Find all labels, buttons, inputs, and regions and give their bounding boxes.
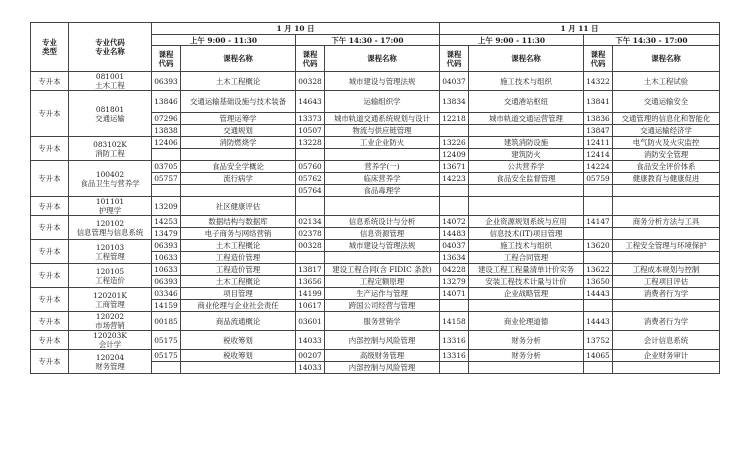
d1-pm-code: 14643 — [296, 91, 325, 113]
d1-pm-name: 食品毒理学 — [325, 185, 440, 197]
major-type: 专升本 — [31, 331, 69, 350]
d1-pm-name — [325, 252, 440, 264]
d2-am-name — [469, 197, 584, 216]
d2-am-name: 公共营养学 — [469, 161, 584, 173]
d2-pm-name: 消费者行为学 — [613, 288, 720, 300]
d1-pm-code: 05760 — [296, 161, 325, 173]
d2-pm-name: 工程安全管理与环境保护 — [613, 240, 720, 252]
d1-am-name: 土木工程概论 — [181, 276, 296, 288]
major-code: 120201K — [93, 290, 127, 300]
d2-am-code — [440, 362, 469, 374]
d1-am-name — [181, 149, 296, 161]
d2-am-code: 14072 — [440, 216, 469, 228]
d2-am-name — [469, 300, 584, 312]
d2-am-name — [469, 125, 584, 137]
table-row — [31, 288, 720, 300]
d2-pm-name — [613, 228, 720, 240]
header-day2-pm: 下午 14:30 - 17:00 — [584, 35, 720, 46]
d1-pm-name: 内部控制与风险管理 — [325, 331, 440, 350]
d1-pm-code: 13656 — [296, 276, 325, 288]
d2-pm-code: 13836 — [584, 113, 613, 125]
d1-am-code — [152, 362, 181, 374]
header-course-code: 课程 代码 — [296, 46, 325, 72]
header-day-1: 1 月 10 日 — [152, 23, 440, 35]
d2-am-code — [440, 185, 469, 197]
major-type: 专升本 — [31, 197, 69, 216]
d2-pm-code: 14147 — [584, 216, 613, 228]
d1-am-name: 消防燃烧学 — [181, 137, 296, 149]
d1-pm-name: 内部控制与风险管理 — [325, 362, 440, 374]
table-row — [31, 240, 720, 252]
d1-am-name: 电子商务与网络营销 — [181, 228, 296, 240]
major-code: 100402 — [95, 169, 125, 179]
d2-am-code: 13226 — [440, 137, 469, 149]
d2-pm-name — [613, 197, 720, 216]
d1-pm-name: 工程定额原理 — [325, 276, 440, 288]
major-name: 工程造价 — [95, 275, 125, 285]
major-name: 市场营销 — [95, 321, 125, 330]
d2-am-name: 建筑防火 — [469, 149, 584, 161]
header-course-code: 课程 代码 — [440, 46, 469, 72]
d1-pm-name: 信息系统设计与分析 — [325, 216, 440, 228]
d1-am-name: 交通规划 — [181, 125, 296, 137]
major-name: 信息管理与信息系统 — [76, 227, 144, 237]
d2-am-code: 14223 — [440, 173, 469, 185]
d2-pm-name: 电气防火及火灾监控 — [613, 137, 720, 149]
d1-pm-code: 10507 — [296, 125, 325, 137]
header-course-code: 课程 代码 — [584, 46, 613, 72]
header-course-code: 课程 代码 — [152, 46, 181, 72]
d2-am-code: 04037 — [440, 72, 469, 91]
d1-am-code: 10633 — [152, 264, 181, 276]
d2-am-code — [440, 125, 469, 137]
major-code-name — [69, 288, 152, 312]
major-name: 土木工程 — [95, 81, 125, 90]
d2-pm-name: 消防安全管理 — [613, 149, 720, 161]
d1-am-code: 06393 — [152, 240, 181, 252]
d2-am-code: 12409 — [440, 149, 469, 161]
d1-am-code: 03346 — [152, 288, 181, 300]
header-major-code-name: 专业代码 专业名称 — [69, 23, 152, 72]
table-row — [31, 91, 720, 113]
major-name: 交通运输 — [95, 113, 125, 123]
header-day-2: 1 月 11 日 — [440, 23, 720, 35]
major-code: 120102 — [95, 218, 125, 228]
d2-pm-code — [584, 300, 613, 312]
d2-pm-code: 13752 — [584, 331, 613, 350]
major-code: 120204 — [95, 352, 125, 362]
d1-am-code: 00185 — [152, 312, 181, 331]
d2-am-code: 04228 — [440, 264, 469, 276]
major-type: 专升本 — [31, 137, 69, 161]
d2-am-code: 13279 — [440, 276, 469, 288]
major-code: 081801 — [95, 104, 125, 114]
d1-pm-code: 05762 — [296, 173, 325, 185]
d1-am-name: 商品流通概论 — [181, 312, 296, 331]
d1-am-name — [181, 362, 296, 374]
d2-pm-code: 14065 — [584, 350, 613, 362]
d2-am-code: 13316 — [440, 350, 469, 362]
major-name: 会计学 — [98, 340, 122, 349]
d1-pm-name: 生产运作与管理 — [325, 288, 440, 300]
d1-am-name: 管理运筹学 — [181, 113, 296, 125]
d2-pm-name: 商务分析方法与工具 — [613, 216, 720, 228]
major-code-name — [69, 350, 152, 374]
major-type: 专升本 — [31, 350, 69, 374]
d1-am-code: 06393 — [152, 276, 181, 288]
d1-pm-name — [325, 149, 440, 161]
d2-pm-name: 工程项目评估 — [613, 276, 720, 288]
d2-am-name — [469, 185, 584, 197]
d1-pm-code: 02378 — [296, 228, 325, 240]
major-type: 专升本 — [31, 161, 69, 197]
d1-am-name: 流行病学 — [181, 173, 296, 185]
d2-pm-name: 交通运输安全 — [613, 91, 720, 113]
d1-am-code: 13846 — [152, 91, 181, 113]
major-code-name — [69, 197, 152, 216]
major-code: 120103 — [95, 242, 125, 252]
d2-pm-name: 会计信息系统 — [613, 331, 720, 350]
d1-am-code: 10633 — [152, 252, 181, 264]
d1-am-code: 13838 — [152, 125, 181, 137]
d2-pm-name: 交通管理的信息化和智能化 — [613, 113, 720, 125]
d1-pm-name: 跨国公司经营与管理 — [325, 300, 440, 312]
d2-pm-code: 13847 — [584, 125, 613, 137]
major-type: 专升本 — [31, 312, 69, 331]
d2-am-code: 14071 — [440, 288, 469, 300]
d1-pm-code: 02134 — [296, 216, 325, 228]
d1-pm-code: 00328 — [296, 72, 325, 91]
d2-pm-name: 工程成本规划与控制 — [613, 264, 720, 276]
d1-am-name: 社区健康评估 — [181, 197, 296, 216]
header-course-name: 课程名称 — [469, 46, 584, 72]
major-code-name — [69, 161, 152, 197]
major-code: 120203K — [93, 331, 127, 340]
d2-pm-name: 企业财务审计 — [613, 350, 720, 362]
d2-am-code: 13671 — [440, 161, 469, 173]
d1-pm-name: 城市建设与管理法规 — [325, 72, 440, 91]
d2-am-code: 14158 — [440, 312, 469, 331]
major-code-name — [69, 240, 152, 264]
d1-am-name: 工程造价管理 — [181, 264, 296, 276]
d2-am-name: 企业战略管理 — [469, 288, 584, 300]
major-code-name — [69, 91, 152, 137]
table-row — [31, 312, 720, 331]
d1-pm-name: 高级财务管理 — [325, 350, 440, 362]
major-name: 消防工程 — [95, 148, 125, 158]
d2-am-name: 建筑消防设施 — [469, 137, 584, 149]
d2-pm-code: 13622 — [584, 264, 613, 276]
d2-pm-code: 12414 — [584, 149, 613, 161]
d1-am-code: 14159 — [152, 300, 181, 312]
d1-am-code: 13209 — [152, 197, 181, 216]
d2-am-name: 食品安全监督管理 — [469, 173, 584, 185]
d1-pm-name: 物流与供应链管理 — [325, 125, 440, 137]
d2-am-code: 14483 — [440, 228, 469, 240]
major-name: 工程管理 — [95, 251, 125, 261]
d2-am-name: 信息技术(IT)项目管理 — [469, 228, 584, 240]
d2-pm-name: 健康教育与健康促进 — [613, 173, 720, 185]
d1-am-name — [181, 185, 296, 197]
major-type: 专升本 — [31, 264, 69, 288]
d1-pm-name: 信息资源管理 — [325, 228, 440, 240]
d2-pm-name: 消费者行为学 — [613, 312, 720, 331]
d2-am-name — [469, 362, 584, 374]
d2-pm-code: 13841 — [584, 91, 613, 113]
d2-pm-name — [613, 252, 720, 264]
d1-pm-name: 临床营养学 — [325, 173, 440, 185]
d1-pm-code: 13817 — [296, 264, 325, 276]
major-code-name — [69, 72, 152, 91]
d1-pm-code — [296, 197, 325, 216]
d2-am-name: 财务分析 — [469, 350, 584, 362]
d1-am-code: 13479 — [152, 228, 181, 240]
d1-pm-name: 营养学(一) — [325, 161, 440, 173]
header-major-type: 专业 类型 — [31, 23, 69, 72]
d2-am-name: 安装工程技术计量与计价 — [469, 276, 584, 288]
d1-am-code — [152, 149, 181, 161]
table-row — [31, 197, 720, 216]
header-day1-pm: 下午 14:30 - 17:00 — [296, 35, 440, 46]
major-name: 食品卫生与营养学 — [80, 178, 140, 188]
table-row — [31, 350, 720, 362]
d2-pm-name — [613, 362, 720, 374]
d2-pm-code — [584, 228, 613, 240]
major-code: 083102K — [93, 139, 127, 149]
d2-pm-name — [613, 300, 720, 312]
d1-am-code: 14253 — [152, 216, 181, 228]
header-day2-am: 上午 9:00 - 11:30 — [440, 35, 584, 46]
d1-am-name: 税收筹划 — [181, 350, 296, 362]
d1-pm-name: 运输组织学 — [325, 91, 440, 113]
d1-am-name: 土木工程概论 — [181, 72, 296, 91]
d1-pm-name — [325, 197, 440, 216]
d1-pm-name: 城市建设与管理法规 — [325, 240, 440, 252]
d1-pm-code: 14033 — [296, 331, 325, 350]
d2-pm-code — [584, 197, 613, 216]
d1-pm-code: 05764 — [296, 185, 325, 197]
d1-am-code — [152, 185, 181, 197]
major-name: 工商管理 — [95, 299, 125, 309]
d1-am-name: 项目管理 — [181, 288, 296, 300]
table-row — [31, 331, 720, 350]
d1-pm-code: 14033 — [296, 362, 325, 374]
d1-pm-code: 00207 — [296, 350, 325, 362]
d1-am-name: 数据结构与数据库 — [181, 216, 296, 228]
major-code-name — [69, 264, 152, 288]
d2-am-name: 施工技术与组织 — [469, 72, 584, 91]
d2-am-code: 13834 — [440, 91, 469, 113]
d1-am-name: 食品安全学概论 — [181, 161, 296, 173]
d2-am-name: 企业资源规划系统与应用 — [469, 216, 584, 228]
header-course-name: 课程名称 — [181, 46, 296, 72]
major-type: 专升本 — [31, 240, 69, 264]
d2-pm-code: 14322 — [584, 72, 613, 91]
d1-pm-code: 14199 — [296, 288, 325, 300]
major-type: 专升本 — [31, 216, 69, 240]
d2-am-code: 13316 — [440, 331, 469, 350]
d2-pm-code: 14443 — [584, 312, 613, 331]
table-row — [31, 161, 720, 173]
d2-pm-code: 05759 — [584, 173, 613, 185]
d2-am-code: 04037 — [440, 240, 469, 252]
d1-pm-name: 建设工程合同(含 FIDIC 条款) — [325, 264, 440, 276]
d2-pm-code: 13620 — [584, 240, 613, 252]
major-code: 081001 — [95, 72, 125, 81]
d1-pm-name: 工业企业防火 — [325, 137, 440, 149]
major-type: 专升本 — [31, 91, 69, 137]
d1-am-code: 05175 — [152, 331, 181, 350]
major-code-name — [69, 331, 152, 350]
d1-pm-code — [296, 149, 325, 161]
d2-pm-code: 14443 — [584, 288, 613, 300]
d2-am-name: 建设工程工程量清单计价实务 — [469, 264, 584, 276]
header-course-name: 课程名称 — [613, 46, 720, 72]
major-type: 专升本 — [31, 288, 69, 312]
table-row — [31, 216, 720, 228]
d2-pm-code — [584, 362, 613, 374]
d1-am-name: 商业伦理与企业社会责任 — [181, 300, 296, 312]
d1-am-name: 土木工程概论 — [181, 240, 296, 252]
major-code-name — [69, 312, 152, 331]
d1-am-name: 交通运输基础设施与技术装备 — [181, 91, 296, 113]
major-code: 101101 — [95, 197, 125, 206]
table-row — [31, 72, 720, 91]
d1-am-name: 工程造价管理 — [181, 252, 296, 264]
header-course-name: 课程名称 — [325, 46, 440, 72]
d1-am-code: 07296 — [152, 113, 181, 125]
d1-pm-code: 13228 — [296, 137, 325, 149]
d1-am-code: 06393 — [152, 72, 181, 91]
d2-am-name: 商业伦理道德 — [469, 312, 584, 331]
d1-am-code: 12406 — [152, 137, 181, 149]
d2-pm-name: 食品安全评价体系 — [613, 161, 720, 173]
d2-am-name: 工程合同管理 — [469, 252, 584, 264]
d2-pm-name: 交通运输经济学 — [613, 125, 720, 137]
d1-pm-code: 10617 — [296, 300, 325, 312]
d1-pm-code: 00328 — [296, 240, 325, 252]
d2-am-code — [440, 300, 469, 312]
major-code: 120202 — [95, 312, 125, 321]
major-type: 专升本 — [31, 72, 69, 91]
major-name: 护理学 — [98, 206, 122, 215]
d2-pm-code — [584, 185, 613, 197]
d2-am-code — [440, 197, 469, 216]
major-code-name — [69, 216, 152, 240]
d1-pm-code: 13373 — [296, 113, 325, 125]
table-row — [31, 137, 720, 149]
d1-pm-code: 03601 — [296, 312, 325, 331]
d2-pm-code — [584, 252, 613, 264]
d2-pm-code: 14224 — [584, 161, 613, 173]
major-code-name — [69, 137, 152, 161]
major-name: 财务管理 — [95, 361, 125, 371]
exam-schedule-table — [30, 22, 720, 374]
d1-am-code: 05757 — [152, 173, 181, 185]
d1-pm-name: 城市轨道交通系统规划与设计 — [325, 113, 440, 125]
d1-pm-name: 服务营销学 — [325, 312, 440, 331]
d2-pm-code: 13650 — [584, 276, 613, 288]
d1-am-code: 05175 — [152, 350, 181, 362]
d1-am-code: 03705 — [152, 161, 181, 173]
d2-am-code: 13634 — [440, 252, 469, 264]
d2-pm-code: 12411 — [584, 137, 613, 149]
major-code: 120105 — [95, 266, 125, 276]
d1-am-name: 税收筹划 — [181, 331, 296, 350]
d2-am-name: 城市轨道交通运营管理 — [469, 113, 584, 125]
d2-am-name: 财务分析 — [469, 331, 584, 350]
d2-am-code: 12218 — [440, 113, 469, 125]
d2-am-name: 交通港站枢纽 — [469, 91, 584, 113]
d2-pm-name — [613, 185, 720, 197]
d1-pm-code — [296, 252, 325, 264]
d2-am-name: 施工技术与组织 — [469, 240, 584, 252]
table-row — [31, 264, 720, 276]
d2-pm-name: 土木工程试验 — [613, 72, 720, 91]
header-day1-am: 上午 9:00 - 11:30 — [152, 35, 296, 46]
